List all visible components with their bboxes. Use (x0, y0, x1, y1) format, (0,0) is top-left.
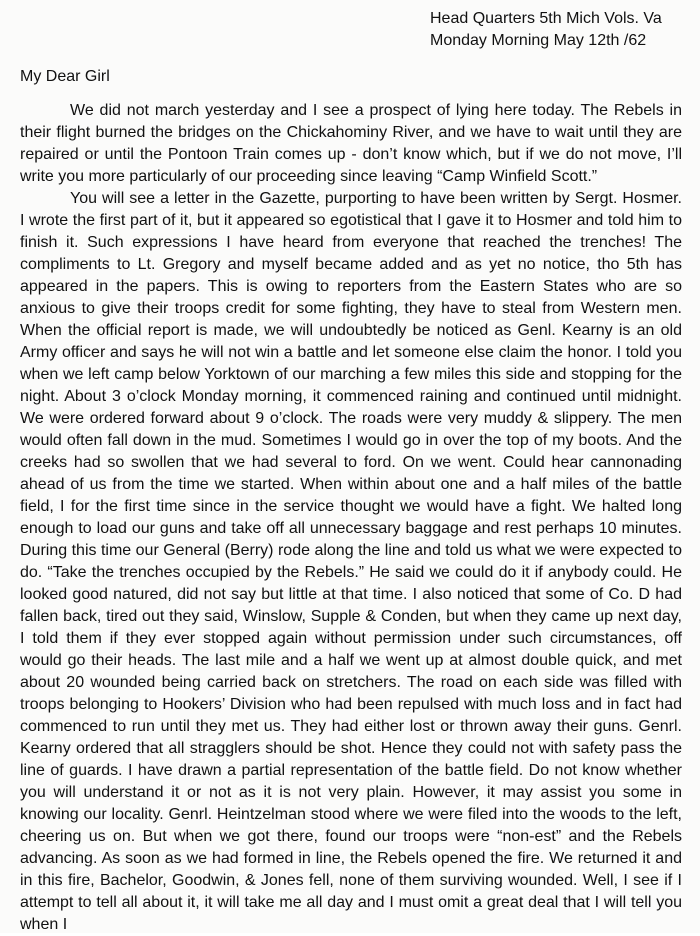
salutation: My Dear Girl (20, 68, 110, 85)
letter-header (430, 8, 695, 52)
header-date: Monday Morning May 12th /62 (430, 32, 647, 49)
header-location: Head Quarters 5th Mich Vols. Va (430, 10, 662, 27)
paragraph-1: We did not march yesterday and I see a prospect of lying here today. The Rebels in their flight burned the bridges on the Chickahominy River, and we have to wait until they are repaired or until the Pontoon Train comes up - don’t know which, but if we do not move, I’ll write you more particularly of our proceeding since leaving “Camp Winfield Scott.” (20, 102, 682, 185)
paragraph-2: You will see a letter in the Gazette, purporting to have been written by Sergt. Hosmer. I wrote the first part of it, but it appeared so egotistical that I gave it to Hosmer and told him to finish it. Such expressions I have heard from everyone that reached the trenches! The compliments to Lt. Gregory and myself became added and as yet no notice, tho 5th has appeared in the papers. This is owing to reporters from the Eastern States who are so anxious to give their troops credit for some fighting, they have to steal from Western men. When the official report is made, we will undoubtedly be noticed as Genl. Kearny is an old Army officer and says he will not win a battle and let someone else claim the honor. I told you when we left camp below Yorktown of our marching a few miles this side and stopping for the night. About 3 o’clock Monday morning, it commenced raining and continued until midnight. We were ordered forward about 9 o’clock. The roads were very muddy & slippery. The men would often fall down in the mud. Sometimes I would go in over the top of my boots. And the creeks had so swollen that we had several to ford. On we went. Could hear cannonading ahead of us from the time we started. When within about one and a half miles of the battle field, I for the first time since in the service thought we would have a fight. We halted long enough to load our guns and take off all unnecessary baggage and rest perhaps 10 minutes. During this time our General (Berry) rode along the line and told us what we were expected to do. “Take the trenches occupied by the Rebels.” He said we could do it if anybody could. He looked good natured, did not say but little at that time. I also noticed that some of Co. D had fallen back, tired out they said, Winslow, Supple & Conden, but when they came up next day, I told them if they ever stopped again without permission under such circumstances, off would go their heads. The last mile and a half we went up at almost double quick, and met about 20 wounded being carried back on stretchers. The road on each side was filled with troops belonging to Hookers’ Division who had been repulsed with much loss and in fact had commenced to run until they met us. They had either lost or thrown away their guns. Genrl. Kearny ordered that all stragglers should be shot. Hence they could not with safety pass the line of guards. I have drawn a partial representation of the battle field. Do not know whether you will understand it or not as it is not very plain. However, it may assist you some in knowing our locality. Genrl. Heintzelman stood where we were filed into the woods to the left, cheering us on. But when we got there, found our troops were “non-est” and the Rebels advancing. As soon as we had formed in line, the Rebels opened the fire. We returned it and in this fire, Bachelor, Goodwin, & Jones fell, none of them surviving wounded. Well, I see if I attempt to tell all about it, it will take me all day and I must omit a great deal that I will tell you when I (20, 190, 682, 933)
letter-body (20, 100, 682, 936)
